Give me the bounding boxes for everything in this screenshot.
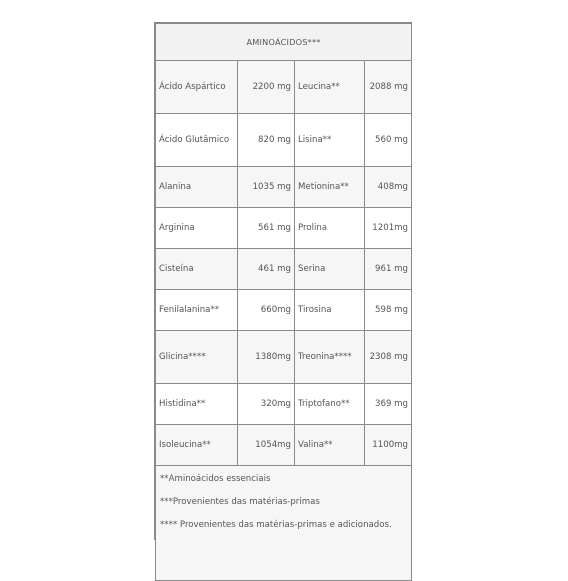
amino-name-left: Arginina: [156, 208, 238, 249]
amino-name-right: Triptofano**: [295, 384, 365, 425]
amino-name-right: Lisina**: [295, 114, 365, 167]
amino-value-right: 408mg: [365, 167, 412, 208]
amino-acid-table-card: [154, 22, 412, 540]
amino-name-left: Ácido Glutâmico: [156, 114, 238, 167]
amino-value-left: 660mg: [238, 290, 295, 331]
table-row: [156, 384, 412, 425]
amino-value-right: 369 mg: [365, 384, 412, 425]
table-row: [156, 114, 412, 167]
footnote-raw-materials: ***Provenientes das matérias-primas: [160, 497, 320, 507]
amino-name-right: Leucina**: [295, 61, 365, 114]
table-header-row: [156, 24, 412, 61]
amino-name-right: Tirosina: [295, 290, 365, 331]
amino-value-right: 2308 mg: [365, 331, 412, 384]
amino-value-left: 820 mg: [238, 114, 295, 167]
table-title: AMINOÁCIDOS***: [156, 24, 412, 61]
table-row: [156, 425, 412, 466]
amino-name-left: Fenilalanina**: [156, 290, 238, 331]
footnotes-row: [156, 466, 412, 581]
amino-value-right: 560 mg: [365, 114, 412, 167]
amino-name-left: Glicina****: [156, 331, 238, 384]
amino-value-right: 1100mg: [365, 425, 412, 466]
amino-acid-table: [155, 23, 412, 581]
table-row: [156, 61, 412, 114]
amino-value-left: 561 mg: [238, 208, 295, 249]
amino-value-right: 1201mg: [365, 208, 412, 249]
table-row: [156, 208, 412, 249]
amino-value-right: 598 mg: [365, 290, 412, 331]
footnotes-cell: [156, 466, 412, 581]
footnote-essential: **Aminoácidos essenciais: [160, 474, 271, 484]
amino-value-right: 961 mg: [365, 249, 412, 290]
table-row: [156, 290, 412, 331]
amino-value-left: 320mg: [238, 384, 295, 425]
table-row: [156, 167, 412, 208]
amino-name-left: Ácido Aspártico: [156, 61, 238, 114]
table-row: [156, 331, 412, 384]
amino-value-left: 461 mg: [238, 249, 295, 290]
amino-name-right: Serina: [295, 249, 365, 290]
amino-name-right: Metionina**: [295, 167, 365, 208]
amino-name-left: Isoleucina**: [156, 425, 238, 466]
amino-value-right: 2088 mg: [365, 61, 412, 114]
amino-name-right: Valina**: [295, 425, 365, 466]
amino-name-right: Treonina****: [295, 331, 365, 384]
amino-value-left: 1054mg: [238, 425, 295, 466]
amino-name-left: Cisteína: [156, 249, 238, 290]
footnote-raw-materials-added: **** Provenientes das matérias-primas e adicionados.: [160, 520, 392, 530]
amino-value-left: 1035 mg: [238, 167, 295, 208]
amino-name-left: Histidina**: [156, 384, 238, 425]
amino-value-left: 2200 mg: [238, 61, 295, 114]
amino-value-left: 1380mg: [238, 331, 295, 384]
amino-name-right: Prolina: [295, 208, 365, 249]
amino-name-left: Alanina: [156, 167, 238, 208]
table-row: [156, 249, 412, 290]
